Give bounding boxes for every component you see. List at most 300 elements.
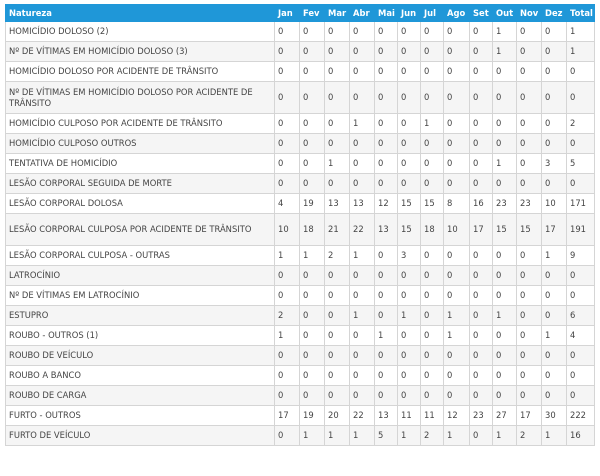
- table-row: [6, 114, 595, 134]
- month-value-cell: 15: [493, 214, 517, 246]
- month-value-cell: 1: [421, 114, 444, 134]
- month-value-cell: 0: [375, 346, 398, 366]
- month-value-cell: 0: [398, 266, 421, 286]
- month-value-cell: 3: [398, 246, 421, 266]
- month-value-cell: 0: [350, 266, 375, 286]
- month-value-cell: 10: [542, 194, 567, 214]
- column-header-abr: Abr: [350, 5, 375, 22]
- month-value-cell: 0: [275, 82, 300, 114]
- month-value-cell: 0: [398, 82, 421, 114]
- row-label: TENTATIVA DE HOMICÍDIO: [6, 154, 275, 174]
- table-row: [6, 134, 595, 154]
- row-label: HOMICÍDIO DOLOSO POR ACIDENTE DE TRÂNSITO: [6, 62, 275, 82]
- month-value-cell: 17: [517, 406, 542, 426]
- row-total-cell: 191: [567, 214, 595, 246]
- month-value-cell: 0: [350, 134, 375, 154]
- row-label: ROUBO - OUTROS (1): [6, 326, 275, 346]
- table-row: [6, 366, 595, 386]
- month-value-cell: 0: [375, 22, 398, 42]
- table-row: [6, 42, 595, 62]
- month-value-cell: 3: [542, 154, 567, 174]
- month-value-cell: 0: [444, 386, 470, 406]
- month-value-cell: 0: [542, 306, 567, 326]
- month-value-cell: 0: [300, 386, 325, 406]
- month-value-cell: 0: [325, 114, 350, 134]
- month-value-cell: 0: [542, 22, 567, 42]
- month-value-cell: 1: [542, 326, 567, 346]
- month-value-cell: 0: [325, 22, 350, 42]
- month-value-cell: 0: [470, 326, 493, 346]
- month-value-cell: 0: [470, 246, 493, 266]
- month-value-cell: 0: [421, 154, 444, 174]
- month-value-cell: 0: [421, 62, 444, 82]
- month-value-cell: 0: [470, 174, 493, 194]
- month-value-cell: 1: [493, 22, 517, 42]
- month-value-cell: 0: [444, 266, 470, 286]
- month-value-cell: 0: [325, 286, 350, 306]
- table-header-row: [6, 5, 595, 22]
- column-header-dez: Dez: [542, 5, 567, 22]
- month-value-cell: 0: [421, 346, 444, 366]
- month-value-cell: 2: [325, 246, 350, 266]
- month-value-cell: 0: [275, 286, 300, 306]
- row-label: ROUBO DE VEÍCULO: [6, 346, 275, 366]
- month-value-cell: 0: [275, 114, 300, 134]
- month-value-cell: 0: [493, 326, 517, 346]
- month-value-cell: 0: [517, 326, 542, 346]
- month-value-cell: 0: [493, 286, 517, 306]
- row-label: FURTO - OUTROS: [6, 406, 275, 426]
- month-value-cell: 0: [444, 42, 470, 62]
- month-value-cell: 1: [398, 426, 421, 446]
- row-total-cell: 0: [567, 174, 595, 194]
- row-total-cell: 171: [567, 194, 595, 214]
- month-value-cell: 0: [517, 286, 542, 306]
- month-value-cell: 5: [375, 426, 398, 446]
- month-value-cell: 0: [421, 246, 444, 266]
- month-value-cell: 1: [275, 326, 300, 346]
- month-value-cell: 0: [300, 114, 325, 134]
- month-value-cell: 23: [517, 194, 542, 214]
- month-value-cell: 0: [470, 42, 493, 62]
- month-value-cell: 0: [542, 386, 567, 406]
- month-value-cell: 0: [375, 174, 398, 194]
- month-value-cell: 1: [350, 426, 375, 446]
- month-value-cell: 0: [493, 246, 517, 266]
- month-value-cell: 0: [398, 22, 421, 42]
- row-total-cell: 6: [567, 306, 595, 326]
- month-value-cell: 0: [444, 286, 470, 306]
- month-value-cell: 0: [325, 326, 350, 346]
- month-value-cell: 17: [470, 214, 493, 246]
- month-value-cell: 0: [398, 386, 421, 406]
- month-value-cell: 0: [493, 174, 517, 194]
- month-value-cell: 0: [300, 366, 325, 386]
- month-value-cell: 0: [470, 386, 493, 406]
- table-row: [6, 194, 595, 214]
- month-value-cell: 0: [350, 386, 375, 406]
- row-label: LATROCÍNIO: [6, 266, 275, 286]
- month-value-cell: 0: [325, 346, 350, 366]
- row-total-cell: 0: [567, 134, 595, 154]
- month-value-cell: 0: [470, 62, 493, 82]
- row-label: HOMICÍDIO DOLOSO (2): [6, 22, 275, 42]
- month-value-cell: 1: [350, 246, 375, 266]
- month-value-cell: 0: [517, 134, 542, 154]
- month-value-cell: 1: [300, 246, 325, 266]
- month-value-cell: 0: [398, 42, 421, 62]
- month-value-cell: 0: [517, 386, 542, 406]
- month-value-cell: 20: [325, 406, 350, 426]
- month-value-cell: 1: [542, 426, 567, 446]
- month-value-cell: 0: [421, 306, 444, 326]
- month-value-cell: 0: [275, 62, 300, 82]
- month-value-cell: 12: [375, 194, 398, 214]
- month-value-cell: 0: [493, 114, 517, 134]
- month-value-cell: 13: [325, 194, 350, 214]
- month-value-cell: 0: [375, 386, 398, 406]
- month-value-cell: 0: [350, 62, 375, 82]
- month-value-cell: 0: [375, 246, 398, 266]
- month-value-cell: 27: [493, 406, 517, 426]
- month-value-cell: 1: [493, 154, 517, 174]
- month-value-cell: 19: [300, 406, 325, 426]
- month-value-cell: 0: [542, 286, 567, 306]
- month-value-cell: 1: [542, 246, 567, 266]
- month-value-cell: 0: [398, 346, 421, 366]
- month-value-cell: 0: [444, 22, 470, 42]
- month-value-cell: 0: [275, 266, 300, 286]
- month-value-cell: 0: [350, 326, 375, 346]
- month-value-cell: 0: [300, 266, 325, 286]
- month-value-cell: 0: [375, 366, 398, 386]
- row-total-cell: 1: [567, 42, 595, 62]
- crime-statistics-table-container: [5, 4, 594, 446]
- month-value-cell: 0: [375, 134, 398, 154]
- month-value-cell: 0: [325, 62, 350, 82]
- month-value-cell: 0: [398, 174, 421, 194]
- month-value-cell: 8: [444, 194, 470, 214]
- month-value-cell: 15: [421, 194, 444, 214]
- month-value-cell: 0: [517, 346, 542, 366]
- month-value-cell: 10: [444, 214, 470, 246]
- month-value-cell: 0: [444, 366, 470, 386]
- month-value-cell: 2: [421, 426, 444, 446]
- month-value-cell: 15: [517, 214, 542, 246]
- month-value-cell: 0: [444, 114, 470, 134]
- row-total-cell: 9: [567, 246, 595, 266]
- month-value-cell: 0: [444, 154, 470, 174]
- month-value-cell: 0: [375, 114, 398, 134]
- table-row: [6, 386, 595, 406]
- month-value-cell: 0: [517, 306, 542, 326]
- month-value-cell: 0: [350, 174, 375, 194]
- month-value-cell: 0: [398, 286, 421, 306]
- month-value-cell: 2: [517, 426, 542, 446]
- month-value-cell: 0: [470, 134, 493, 154]
- column-header-total: Total: [567, 5, 595, 22]
- row-label: ROUBO A BANCO: [6, 366, 275, 386]
- month-value-cell: 0: [470, 286, 493, 306]
- month-value-cell: 17: [542, 214, 567, 246]
- month-value-cell: 0: [444, 246, 470, 266]
- row-total-cell: 222: [567, 406, 595, 426]
- month-value-cell: 0: [542, 42, 567, 62]
- column-header-set: Set: [470, 5, 493, 22]
- table-row: [6, 286, 595, 306]
- column-header-jul: Jul: [421, 5, 444, 22]
- column-header-mar: Mar: [325, 5, 350, 22]
- month-value-cell: 0: [275, 346, 300, 366]
- month-value-cell: 0: [300, 22, 325, 42]
- row-label: FURTO DE VEÍCULO: [6, 426, 275, 446]
- month-value-cell: 0: [517, 174, 542, 194]
- month-value-cell: 0: [300, 346, 325, 366]
- month-value-cell: 0: [325, 306, 350, 326]
- month-value-cell: 0: [493, 386, 517, 406]
- month-value-cell: 0: [493, 266, 517, 286]
- month-value-cell: 0: [325, 134, 350, 154]
- month-value-cell: 0: [275, 366, 300, 386]
- month-value-cell: 0: [444, 174, 470, 194]
- month-value-cell: 0: [542, 62, 567, 82]
- column-header-fev: Fev: [300, 5, 325, 22]
- month-value-cell: 1: [325, 154, 350, 174]
- month-value-cell: 0: [470, 366, 493, 386]
- month-value-cell: 22: [350, 214, 375, 246]
- row-label: ESTUPRO: [6, 306, 275, 326]
- month-value-cell: 0: [275, 42, 300, 62]
- month-value-cell: 0: [350, 286, 375, 306]
- month-value-cell: 0: [275, 426, 300, 446]
- month-value-cell: 1: [493, 306, 517, 326]
- month-value-cell: 4: [275, 194, 300, 214]
- table-row: [6, 174, 595, 194]
- month-value-cell: 0: [350, 82, 375, 114]
- row-label: HOMICÍDIO CULPOSO OUTROS: [6, 134, 275, 154]
- month-value-cell: 0: [350, 42, 375, 62]
- table-row: [6, 22, 595, 42]
- month-value-cell: 2: [275, 306, 300, 326]
- month-value-cell: 0: [421, 286, 444, 306]
- month-value-cell: 0: [517, 154, 542, 174]
- month-value-cell: 13: [375, 214, 398, 246]
- month-value-cell: 0: [398, 114, 421, 134]
- row-label: LESÃO CORPORAL DOLOSA: [6, 194, 275, 214]
- month-value-cell: 0: [325, 366, 350, 386]
- month-value-cell: 0: [470, 82, 493, 114]
- month-value-cell: 1: [375, 326, 398, 346]
- month-value-cell: 0: [517, 62, 542, 82]
- row-total-cell: 0: [567, 266, 595, 286]
- month-value-cell: 0: [375, 62, 398, 82]
- month-value-cell: 0: [350, 154, 375, 174]
- month-value-cell: 0: [300, 62, 325, 82]
- month-value-cell: 19: [300, 194, 325, 214]
- month-value-cell: 1: [444, 426, 470, 446]
- month-value-cell: 0: [444, 346, 470, 366]
- month-value-cell: 1: [493, 426, 517, 446]
- month-value-cell: 22: [350, 406, 375, 426]
- month-value-cell: 0: [517, 82, 542, 114]
- month-value-cell: 0: [517, 22, 542, 42]
- table-body: [6, 22, 595, 446]
- month-value-cell: 0: [421, 82, 444, 114]
- month-value-cell: 0: [300, 326, 325, 346]
- month-value-cell: 0: [493, 366, 517, 386]
- month-value-cell: 10: [275, 214, 300, 246]
- month-value-cell: 1: [275, 246, 300, 266]
- month-value-cell: 0: [398, 154, 421, 174]
- column-header-jun: Jun: [398, 5, 421, 22]
- month-value-cell: 11: [421, 406, 444, 426]
- month-value-cell: 1: [350, 114, 375, 134]
- month-value-cell: 1: [398, 306, 421, 326]
- month-value-cell: 0: [300, 154, 325, 174]
- month-value-cell: 0: [444, 82, 470, 114]
- month-value-cell: 0: [542, 82, 567, 114]
- month-value-cell: 0: [421, 22, 444, 42]
- row-label: Nº DE VÍTIMAS EM LATROCÍNIO: [6, 286, 275, 306]
- month-value-cell: 0: [398, 62, 421, 82]
- month-value-cell: 0: [375, 266, 398, 286]
- month-value-cell: 0: [470, 426, 493, 446]
- month-value-cell: 0: [517, 246, 542, 266]
- month-value-cell: 0: [300, 82, 325, 114]
- month-value-cell: 0: [300, 174, 325, 194]
- month-value-cell: 1: [493, 42, 517, 62]
- row-total-cell: 0: [567, 286, 595, 306]
- table-row: [6, 266, 595, 286]
- month-value-cell: 1: [444, 326, 470, 346]
- month-value-cell: 18: [300, 214, 325, 246]
- row-total-cell: 0: [567, 366, 595, 386]
- month-value-cell: 0: [275, 134, 300, 154]
- month-value-cell: 12: [444, 406, 470, 426]
- month-value-cell: 0: [350, 366, 375, 386]
- table-row: [6, 62, 595, 82]
- month-value-cell: 0: [493, 62, 517, 82]
- month-value-cell: 21: [325, 214, 350, 246]
- month-value-cell: 1: [300, 426, 325, 446]
- row-total-cell: 16: [567, 426, 595, 446]
- month-value-cell: 11: [398, 406, 421, 426]
- row-total-cell: 5: [567, 154, 595, 174]
- month-value-cell: 0: [375, 286, 398, 306]
- table-row: [6, 326, 595, 346]
- month-value-cell: 0: [542, 266, 567, 286]
- month-value-cell: 0: [275, 386, 300, 406]
- row-total-cell: 0: [567, 62, 595, 82]
- row-label: Nº DE VÍTIMAS EM HOMICÍDIO DOLOSO POR ACIDENTE DE TRÂNSITO: [6, 82, 275, 114]
- month-value-cell: 0: [470, 306, 493, 326]
- month-value-cell: 0: [421, 386, 444, 406]
- month-value-cell: 0: [470, 346, 493, 366]
- month-value-cell: 0: [493, 82, 517, 114]
- month-value-cell: 16: [470, 194, 493, 214]
- row-total-cell: 0: [567, 346, 595, 366]
- row-total-cell: 1: [567, 22, 595, 42]
- row-label: LESÃO CORPORAL SEGUIDA DE MORTE: [6, 174, 275, 194]
- month-value-cell: 0: [350, 22, 375, 42]
- month-value-cell: 0: [542, 174, 567, 194]
- table-row: [6, 246, 595, 266]
- month-value-cell: 0: [493, 346, 517, 366]
- table-row: [6, 154, 595, 174]
- month-value-cell: 0: [375, 42, 398, 62]
- table-row: [6, 306, 595, 326]
- month-value-cell: 0: [398, 326, 421, 346]
- month-value-cell: 0: [421, 366, 444, 386]
- month-value-cell: 1: [325, 426, 350, 446]
- column-header-natureza: Natureza: [6, 5, 275, 22]
- month-value-cell: 0: [493, 134, 517, 154]
- month-value-cell: 0: [325, 174, 350, 194]
- month-value-cell: 0: [300, 306, 325, 326]
- month-value-cell: 30: [542, 406, 567, 426]
- table-row: [6, 82, 595, 114]
- month-value-cell: 0: [517, 42, 542, 62]
- month-value-cell: 0: [542, 114, 567, 134]
- row-label: LESÃO CORPORAL CULPOSA - OUTRAS: [6, 246, 275, 266]
- month-value-cell: 0: [470, 154, 493, 174]
- column-header-ago: Ago: [444, 5, 470, 22]
- month-value-cell: 18: [421, 214, 444, 246]
- column-header-jan: Jan: [275, 5, 300, 22]
- month-value-cell: 0: [325, 386, 350, 406]
- table-row: [6, 214, 595, 246]
- month-value-cell: 0: [542, 346, 567, 366]
- month-value-cell: 0: [444, 62, 470, 82]
- month-value-cell: 0: [325, 82, 350, 114]
- month-value-cell: 0: [375, 306, 398, 326]
- month-value-cell: 0: [275, 154, 300, 174]
- table-row: [6, 406, 595, 426]
- month-value-cell: 15: [398, 194, 421, 214]
- month-value-cell: 0: [398, 366, 421, 386]
- row-label: ROUBO DE CARGA: [6, 386, 275, 406]
- month-value-cell: 0: [350, 346, 375, 366]
- month-value-cell: 0: [470, 22, 493, 42]
- month-value-cell: 0: [375, 154, 398, 174]
- month-value-cell: 0: [470, 266, 493, 286]
- month-value-cell: 13: [350, 194, 375, 214]
- month-value-cell: 0: [375, 82, 398, 114]
- month-value-cell: 0: [517, 114, 542, 134]
- month-value-cell: 0: [300, 42, 325, 62]
- crime-statistics-table: [5, 4, 595, 446]
- month-value-cell: 0: [275, 174, 300, 194]
- month-value-cell: 23: [493, 194, 517, 214]
- column-header-mai: Mai: [375, 5, 398, 22]
- row-total-cell: 4: [567, 326, 595, 346]
- month-value-cell: 0: [275, 22, 300, 42]
- table-row: [6, 426, 595, 446]
- month-value-cell: 0: [517, 366, 542, 386]
- row-label: LESÃO CORPORAL CULPOSA POR ACIDENTE DE TRÂNSITO: [6, 214, 275, 246]
- month-value-cell: 0: [421, 266, 444, 286]
- row-label: Nº DE VÍTIMAS EM HOMICÍDIO DOLOSO (3): [6, 42, 275, 62]
- month-value-cell: 23: [470, 406, 493, 426]
- month-value-cell: 0: [421, 174, 444, 194]
- month-value-cell: 0: [398, 134, 421, 154]
- month-value-cell: 0: [444, 134, 470, 154]
- column-header-nov: Nov: [517, 5, 542, 22]
- month-value-cell: 0: [300, 134, 325, 154]
- column-header-out: Out: [493, 5, 517, 22]
- row-total-cell: 0: [567, 386, 595, 406]
- row-total-cell: 0: [567, 82, 595, 114]
